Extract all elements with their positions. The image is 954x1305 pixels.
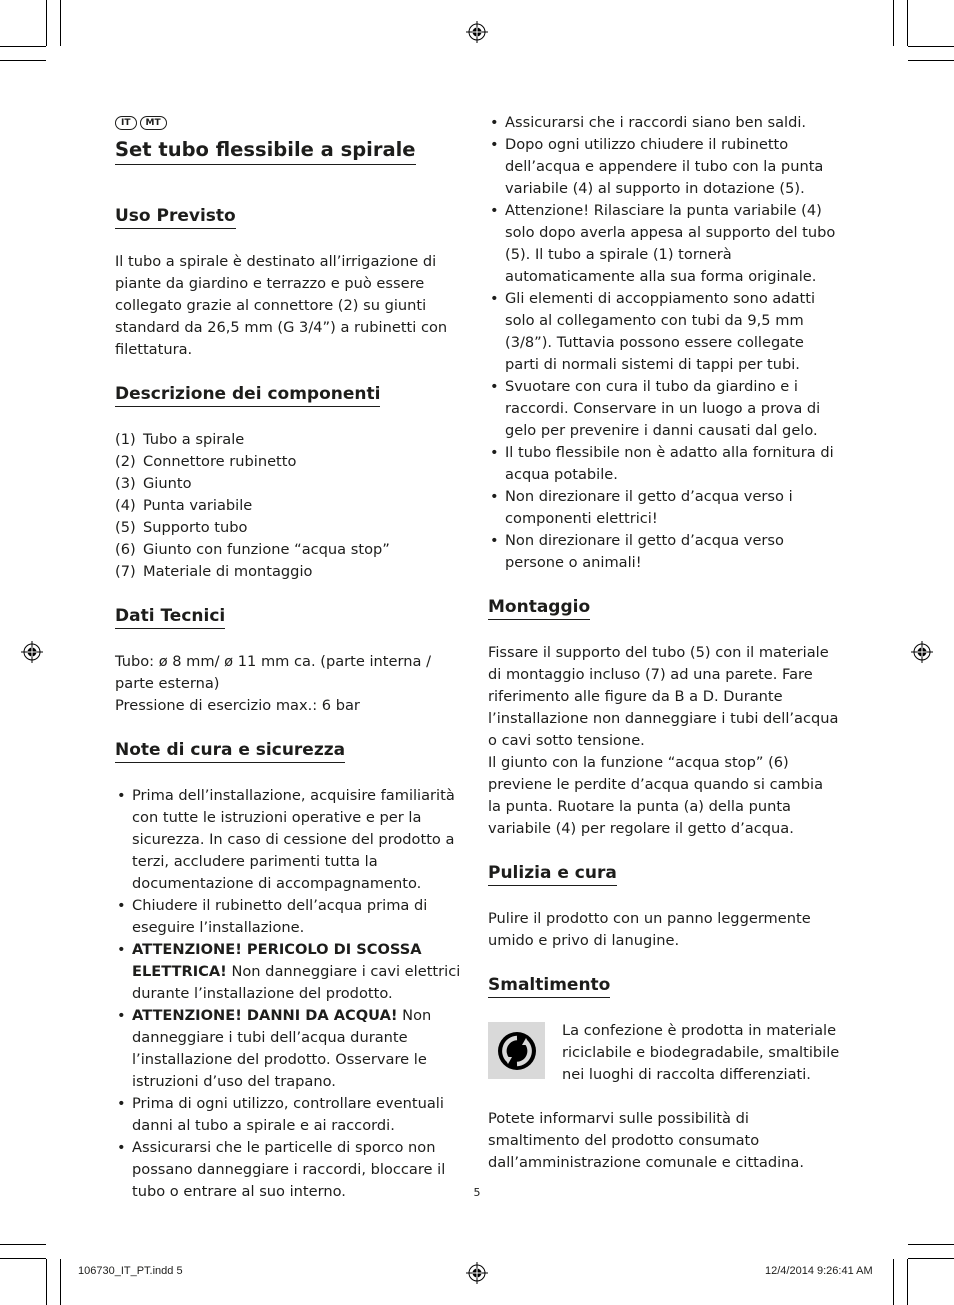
section-title: Note di cura e sicurezza xyxy=(115,739,345,763)
crop-mark xyxy=(46,0,47,46)
item-number: (1) xyxy=(115,431,136,448)
language-badge-mt: MT xyxy=(140,116,167,130)
crop-mark xyxy=(908,1244,954,1245)
item-text: Tubo a spirale xyxy=(143,431,245,448)
item-number: (6) xyxy=(115,541,136,558)
registration-mark-icon xyxy=(21,641,43,663)
list-item: • ATTENZIONE! PERICOLO DI SCOSSA ELETTRICA! Non danneggiare i cavi elettrici durante l’installazione del prodotto. xyxy=(115,939,467,1005)
section-uso-previsto xyxy=(115,205,467,361)
crop-mark xyxy=(0,60,46,61)
slug-filename: 106730_IT_PT.indd 5 xyxy=(78,1265,183,1277)
crop-mark xyxy=(907,1259,908,1305)
crop-mark xyxy=(893,1259,894,1305)
crop-mark xyxy=(60,0,61,46)
section-text: Il giunto con la funzione “acqua stop” (6) previene le perdite d’acqua quando si cambia la punta. Ruotare la punta (a) della punta variabile (4) per regolare il getto d’acqua. xyxy=(488,754,824,837)
tech-data-line: Tubo: ø 8 mm/ ø 11 mm ca. (parte interna / parte esterna) xyxy=(115,653,432,692)
list-item: • Assicurarsi che i raccordi siano ben saldi. xyxy=(488,112,840,134)
list-item: • Non direzionare il getto d’acqua verso i componenti elettrici! xyxy=(488,486,840,530)
language-badge-it: IT xyxy=(115,116,137,130)
safety-notes-list xyxy=(115,785,467,1203)
list-item: • Assicurarsi che le particelle di sporco non possano danneggiare i raccordi, bloccare il tubo o entrare al suo interno. xyxy=(115,1137,467,1203)
list-item: • Non direzionare il getto d’acqua verso persone o animali! xyxy=(488,530,840,574)
section-text: Pulire il prodotto con un panno leggermente umido e privo di lanugine. xyxy=(488,910,811,949)
item-number: (4) xyxy=(115,497,136,514)
slug-timestamp: 12/4/2014 9:26:41 AM xyxy=(765,1265,873,1277)
item-number: (2) xyxy=(115,453,136,470)
item-text: Giunto con funzione “acqua stop” xyxy=(143,541,390,558)
crop-mark xyxy=(46,1259,47,1305)
safety-notes-list-continued xyxy=(488,112,840,574)
list-item: • Svuotare con cura il tubo da giardino e i raccordi. Conservare in un luogo a prova di gelo per prevenire i danni causati dal gelo. xyxy=(488,376,840,442)
crop-mark xyxy=(907,0,908,46)
section-smaltimento xyxy=(488,974,840,1174)
list-item: • Chiudere il rubinetto dell’acqua prima di eseguire l’installazione. xyxy=(115,895,467,939)
item-number: (5) xyxy=(115,519,136,536)
item-number: (7) xyxy=(115,563,136,580)
item-text: Connettore rubinetto xyxy=(143,453,297,470)
crop-mark xyxy=(60,1259,61,1305)
language-badges xyxy=(115,112,467,134)
page-number: 5 xyxy=(473,1186,481,1199)
registration-mark-icon xyxy=(911,641,933,663)
warning-bold: ATTENZIONE! DANNI DA ACQUA! xyxy=(132,1007,398,1024)
section-dati-tecnici xyxy=(115,605,467,717)
disposal-row xyxy=(488,1020,840,1086)
list-item: • Prima di ogni utilizzo, controllare eventuali danni al tubo a spirale e ai raccordi. xyxy=(115,1093,467,1137)
crop-mark xyxy=(893,0,894,46)
components-list xyxy=(115,429,467,583)
section-title: Uso Previsto xyxy=(115,205,236,229)
crop-mark xyxy=(0,1244,46,1245)
list-item: • Attenzione! Rilasciare la punta variabile (4) solo dopo averla appesa al supporto del tubo (5). Il tubo a spirale (1) tornerà automaticamente alla sua forma originale. xyxy=(488,200,840,288)
list-item: • ATTENZIONE! DANNI DA ACQUA! Non danneggiare i tubi dell’acqua durante l’installazione del prodotto. Osservare le istruzioni d’uso del trapano. xyxy=(115,1005,467,1093)
section-descrizione-componenti xyxy=(115,383,467,583)
page-title: Set tubo flessibile a spirale xyxy=(115,137,416,165)
section-title: Pulizia e cura xyxy=(488,862,617,886)
item-text: Giunto xyxy=(143,475,192,492)
section-title: Descrizione dei componenti xyxy=(115,383,380,407)
right-column xyxy=(488,112,840,1196)
recycling-green-dot-icon xyxy=(488,1022,545,1079)
list-item: • Gli elementi di accoppiamento sono adatti solo al collegamento con tubi da 9,5 mm (3/8”). Tuttavia possono essere collegate parti di normali sistemi di tappi per tubi. xyxy=(488,288,840,376)
warning-bold: ATTENZIONE! PERICOLO DI SCOSSA ELETTRICA! xyxy=(132,941,422,980)
section-text: Il tubo a spirale è destinato all’irrigazione di piante da giardino e terrazzo e può essere collegato grazie al connettore (2) su giunti standard da 26,5 mm (G 3/4”) a rubinetti con filettatura. xyxy=(115,253,448,358)
section-text: Potete informarvi sulle possibilità di smaltimento del prodotto consumato dall’amministrazione comunale e cittadina. xyxy=(488,1110,804,1171)
item-text: Materiale di montaggio xyxy=(143,563,313,580)
crop-mark xyxy=(908,46,954,47)
list-item xyxy=(115,517,467,539)
section-montaggio xyxy=(488,596,840,840)
registration-mark-icon xyxy=(466,1262,488,1284)
list-item xyxy=(115,473,467,495)
tech-data-line: Pressione di esercizio max.: 6 bar xyxy=(115,697,360,714)
section-note-cura-sicurezza xyxy=(115,739,467,1203)
list-item: • Il tubo flessibile non è adatto alla fornitura di acqua potabile. xyxy=(488,442,840,486)
list-item xyxy=(115,429,467,451)
item-text: Supporto tubo xyxy=(143,519,248,536)
list-item xyxy=(115,451,467,473)
left-column xyxy=(115,112,467,1225)
list-item xyxy=(115,539,467,561)
crop-mark xyxy=(0,46,46,47)
crop-mark xyxy=(0,1258,46,1259)
registration-mark-icon xyxy=(466,21,488,43)
crop-mark xyxy=(908,1258,954,1259)
disposal-text: La confezione è prodotta in materiale riciclabile e biodegradabile, smaltibile nei luoghi di raccolta differenziati. xyxy=(562,1022,840,1083)
list-item xyxy=(115,561,467,583)
section-pulizia-cura xyxy=(488,862,840,952)
item-text: Punta variabile xyxy=(143,497,253,514)
section-title: Dati Tecnici xyxy=(115,605,225,629)
section-title: Smaltimento xyxy=(488,974,610,998)
list-item xyxy=(115,495,467,517)
section-text: Fissare il supporto del tubo (5) con il materiale di montaggio incluso (7) ad una parete. Fare riferimento alle figure da B a D. Durante l’installazione non danneggiare i tubi dell’acqua o cavi sotto tensione. xyxy=(488,644,839,749)
list-item: • Dopo ogni utilizzo chiudere il rubinetto dell’acqua e appendere il tubo con la punta variabile (4) al supporto in dotazione (5). xyxy=(488,134,840,200)
list-item: • Prima dell’installazione, acquisire familiarità con tutte le istruzioni operative e per la sicurezza. In caso di cessione del prodotto a terzi, accludere parimenti tutta la documentazione di accompagnamento. xyxy=(115,785,467,895)
section-title: Montaggio xyxy=(488,596,590,620)
item-number: (3) xyxy=(115,475,136,492)
crop-mark xyxy=(908,60,954,61)
